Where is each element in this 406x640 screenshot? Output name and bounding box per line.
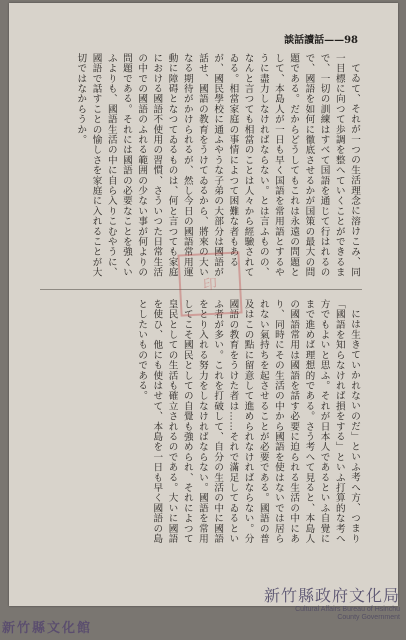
- text-block-top: [40, 53, 362, 281]
- watermark-cn: 新竹縣政府文化局: [263, 586, 400, 605]
- watermark-en-line2: County Government: [337, 614, 400, 621]
- page-header: 談話讀話——98: [284, 35, 358, 46]
- paragraph-bottom: には生きていかれないのだ」といふ考へ方、つまり「國語を知らなければ損をする」といふ打算的な考へ方でもよいと思ふ。それが日本人であるといふ自覺にまで進めば理想的である。さう考へて見ると、本島人の國語常用は國語を話す必要に迫られる生活の中にあり、同時にその生活の中から國語を使はないでは居られない氣持ちを起させることが必要である。國語の普及はこの點に留意して進められなければならない。分國語の教育をうけた者は……それで滿足してゐるといふ者が多い。これを打破して、自分の生活の中に國語をとり入れる努力をしなければならない。國語を常用してこそ國民としての自覺も強められ、それによつて皇民としての生活も確立されるのである。大いに國語を使ひ、他にも使はせて、本島を一日も早く國語の島としたいものである。: [136, 299, 360, 544]
- seal-stamp: [177, 251, 242, 316]
- document-page: [9, 3, 398, 606]
- paragraph-top: てゐて、それが一つの生活理念に溶けこみ、同一目標に向つて歩調を整へていくことができるまで、一切の訓練はすべて国語を通じて行はれるので、國語を如何に徹底させるかが国策の最大の問題である。だからどうしてもこれは永遠の問題として、本島人が一日も早く国語を常用語とするやうに盡力しなければならない。とは言ふものの、なんと言つても相當のことは人々から經驗されてゐる。相當家庭の事情によつて困難な者もあるが、國民學校に通ふやうな子弟の大部分は國語が話せ、國語の教育をうけてゐるから、將來の大いなる期待がかけられるが、然し今日の國語常用運動に障碍となつてゐるものは、何と言つても家庭における國語不使用の習慣、さういつた日常生活の中での國語のふれる範囲の少ない事が何よりの問題である。それには國語の必要なことを強くいふよりも、國語生活の中に自ら入りこむやうに、國語で話すことの愉しさを家庭に入れることが大切ではなからうか。: [75, 53, 360, 278]
- watermark-en-line1: Cultural Affairs Bureau of Hsinchu: [295, 606, 400, 613]
- text-block-bottom: [40, 299, 362, 547]
- library-seal-text: 新竹縣文化館: [2, 621, 93, 636]
- institution-watermark: [264, 583, 400, 622]
- stamp-text: 印: [202, 276, 218, 294]
